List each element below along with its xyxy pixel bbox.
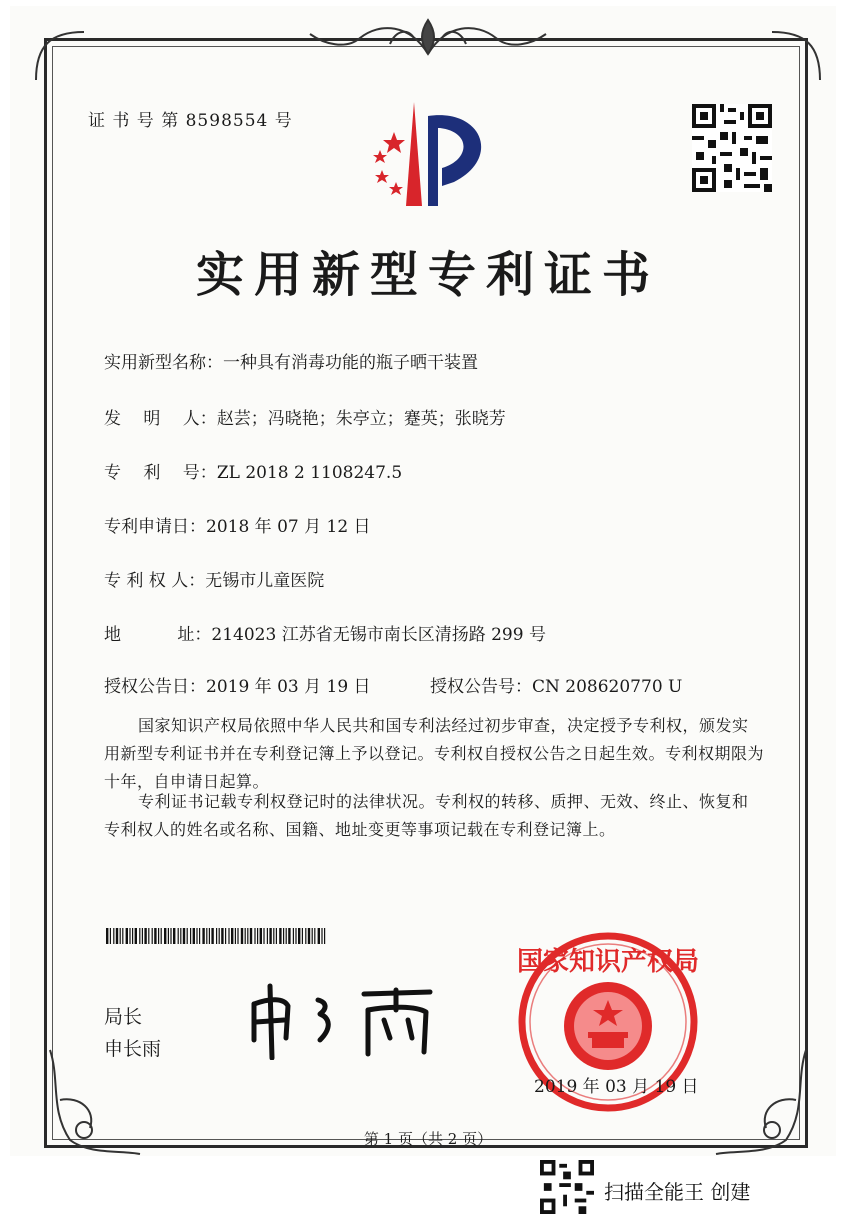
patentee-value: 无锡市儿童医院 <box>205 571 325 591</box>
field-utility-name <box>104 348 478 373</box>
field-grant-date <box>104 672 371 697</box>
patent-office-emblem-icon <box>362 98 500 212</box>
footer-qr-code-icon <box>540 1160 594 1214</box>
top-ornament-icon <box>300 14 556 58</box>
seal-date: 2019 年 03 月 19 日 <box>534 1077 699 1097</box>
field-patentee <box>104 566 324 591</box>
patentee-label: 专 利 权 人： <box>104 571 206 591</box>
page-number: 第 1 页（共 2 页） <box>363 1130 493 1148</box>
address-value: 214023 江苏省无锡市南长区清扬路 299 号 <box>211 625 546 645</box>
director-title: 局长 <box>104 1006 143 1028</box>
qr-code-icon <box>692 104 772 192</box>
field-address <box>104 620 546 645</box>
director-name: 申长雨 <box>104 1038 162 1060</box>
address-label: 地 址： <box>104 625 212 645</box>
utility-name-value: 一种具有消毒功能的瓶子晒干装置 <box>223 353 478 373</box>
handwritten-signature-icon <box>240 980 450 1060</box>
patent-number-label: 专 利 号： <box>104 463 217 483</box>
field-grant-number <box>430 672 682 697</box>
grant-date-value: 2019 年 03 月 19 日 <box>206 677 371 697</box>
grant-number-label: 授权公告号： <box>430 677 532 697</box>
seal-text: 国家知识产权局 <box>516 947 700 977</box>
filing-date-value: 2018 年 07 月 12 日 <box>206 517 371 537</box>
certificate-number: 证 书 号 第 8598554 号 <box>88 111 293 131</box>
paragraph-legal-status: 专利证书记载专利权登记时的法律状况。专利权的转移、质押、无效、终止、恢复和专利权人的姓名或名称、国籍、地址变更等事项记载在专利登记簿上。 <box>104 792 749 839</box>
field-inventors <box>104 404 506 429</box>
inventors-value: 赵芸；冯晓艳；朱亭立；蹇英；张晓芳 <box>216 409 506 429</box>
inventor-label: 发 明 人： <box>104 409 217 429</box>
certificate-title: 实用新型专利证书 <box>195 247 660 303</box>
utility-name-label: 实用新型名称： <box>104 353 223 373</box>
grant-number-value: CN 208620770 U <box>532 677 683 697</box>
paragraph-grant-statement: 国家知识产权局依照中华人民共和国专利法经过初步审查，决定授予专利权，颁发实用新型专利证书并在专利登记簿上予以登记。专利权自授权公告之日起生效。专利权期限为十年，自申请日起算。 <box>104 716 765 791</box>
grant-date-label: 授权公告日： <box>104 677 206 697</box>
field-filing-date <box>104 512 371 537</box>
barcode-icon <box>106 928 326 944</box>
top-left-corner-ornament-icon <box>30 26 90 86</box>
field-patent-number <box>104 458 402 483</box>
top-right-corner-ornament-icon <box>766 26 826 86</box>
patent-number-value: ZL 2018 2 1108247.5 <box>216 463 403 483</box>
filing-date-label: 专利申请日： <box>104 517 206 537</box>
footer-watermark: 扫描全能王 创建 <box>604 1180 751 1204</box>
